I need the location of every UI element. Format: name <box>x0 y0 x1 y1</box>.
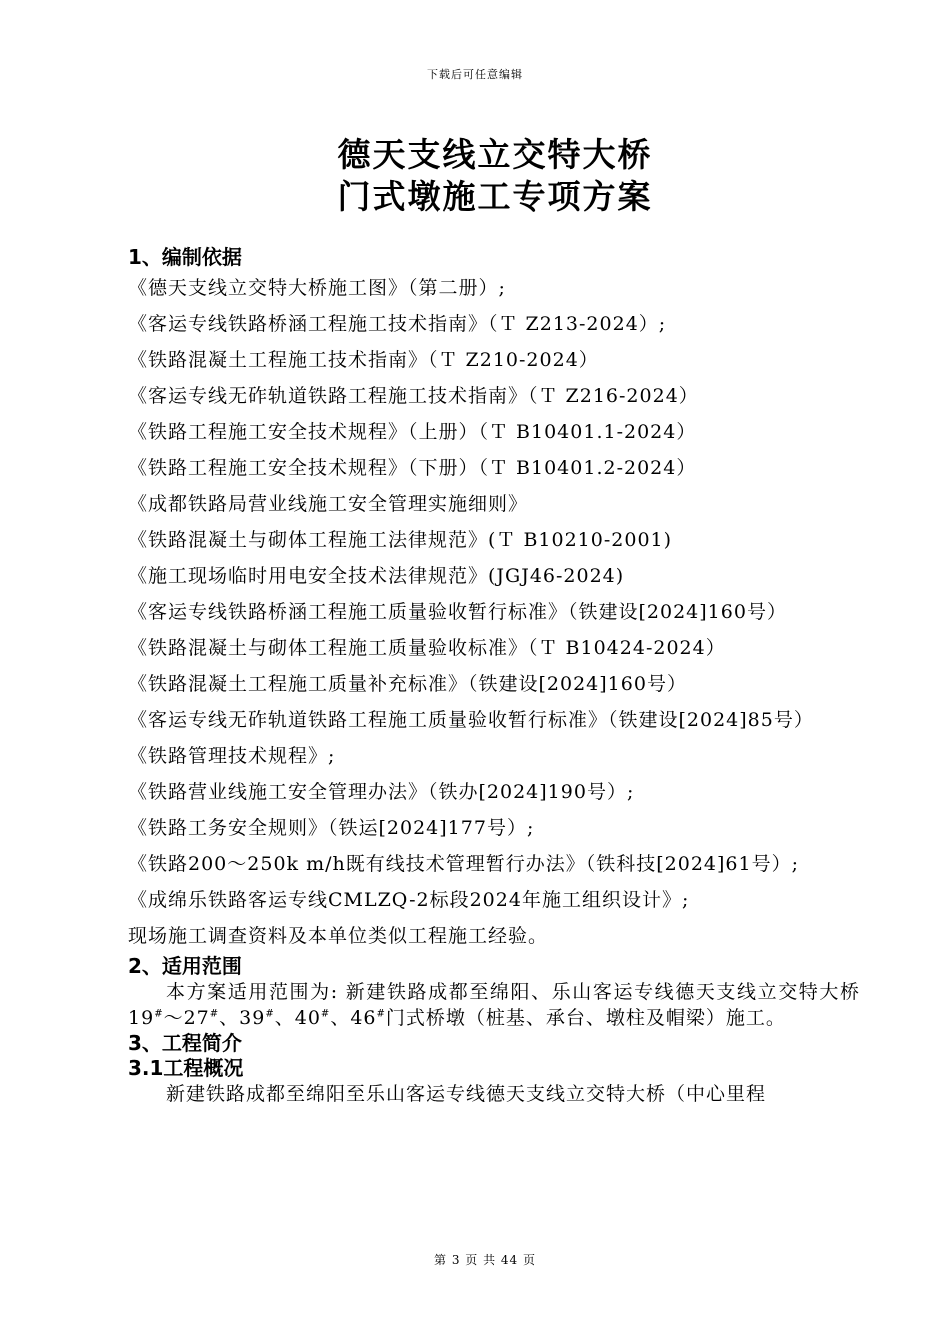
reference-item: 现场施工调查资料及本单位类似工程施工经验。 <box>128 925 549 947</box>
scope-paragraph <box>128 979 860 1031</box>
reference-item: 《铁路混凝土与砌体工程施工法律规范》(Ｔ B10210-2001) <box>128 529 673 551</box>
reference-item: 《铁路管理技术规程》; <box>128 745 336 767</box>
reference-item: 《客运专线铁路桥涵工程施工技术指南》（Ｔ Z213-2024）; <box>128 313 667 335</box>
document-body <box>128 245 860 1107</box>
pier-mark: # <box>154 1008 164 1020</box>
scope-text-part: 本方案适用范围为: 新建铁路成都至绵阳、乐山客运专线德天支线立交特大桥 19 <box>128 981 860 1029</box>
reference-item: 《客运专线无砟轨道铁路工程施工质量验收暂行标准》（铁建设[2024]85号） <box>128 709 814 731</box>
reference-item: 《铁路工程施工安全技术规程》（下册）（Ｔ B10401.2-2024） <box>128 457 697 479</box>
reference-item: 《铁路工务安全规则》（铁运[2024]177号）; <box>128 817 535 839</box>
page-footer: 第 3 页 共 44 页 <box>434 1253 536 1267</box>
reference-item: 《铁路混凝土工程施工质量补充标准》（铁建设[2024]160号） <box>128 673 687 695</box>
reference-item: 《铁路营业线施工安全管理办法》（铁办[2024]190号）; <box>128 781 635 803</box>
scope-text-part: 、40 <box>274 1007 321 1029</box>
pier-mark: # <box>376 1008 386 1020</box>
reference-item: 《德天支线立交特大桥施工图》（第二册）; <box>128 277 506 299</box>
scope-text-part: 门式桥墩（桩基、承台、墩柱及帽梁）施工。 <box>385 1007 786 1029</box>
pier-mark: # <box>265 1008 275 1020</box>
reference-item: 《铁路200～250k m/h既有线技术管理暂行办法》（铁科技[2024]61号）; <box>128 853 799 875</box>
subsection-heading-general: 3.1工程概况 <box>128 1056 244 1080</box>
scope-text-part: ～27 <box>163 1007 210 1029</box>
document-title-line1: 德天支线立交特大桥 <box>337 135 653 174</box>
section-heading-scope: 2、适用范围 <box>128 954 242 978</box>
pier-mark: # <box>209 1008 220 1020</box>
section-heading-basis: 1、编制依据 <box>128 245 242 269</box>
document-title-line2: 门式墩施工专项方案 <box>337 177 653 216</box>
header-note: 下载后可任意编辑 <box>427 68 523 81</box>
overview-paragraph: 新建铁路成都至绵阳至乐山客运专线德天支线立交特大桥（中心里程 <box>166 1083 767 1105</box>
reference-item: 《铁路工程施工安全技术规程》（上册）（Ｔ B10401.1-2024） <box>128 421 697 443</box>
pier-mark: # <box>320 1008 331 1020</box>
scope-text-part: 、39 <box>219 1007 266 1029</box>
reference-item: 《客运专线铁路桥涵工程施工质量验收暂行标准》（铁建设[2024]160号） <box>128 601 787 623</box>
reference-list <box>128 270 860 954</box>
reference-item: 《成都铁路局营业线施工安全管理实施细则》 <box>128 493 529 515</box>
section-heading-overview: 3、工程简介 <box>128 1031 242 1055</box>
scope-text-part: 、46 <box>330 1007 377 1029</box>
reference-item: 《成绵乐铁路客运专线CMLZQ-2标段2024年施工组织设计》; <box>128 889 690 911</box>
reference-item: 《铁路混凝土工程施工技术指南》（Ｔ Z210-2024） <box>128 349 599 371</box>
reference-item: 《施工现场临时用电安全技术法律规范》(JGJ46-2024) <box>128 565 625 587</box>
reference-item: 《铁路混凝土与砌体工程施工质量验收标准》（Ｔ B10424-2024） <box>128 637 726 659</box>
reference-item: 《客运专线无砟轨道铁路工程施工技术指南》（Ｔ Z216-2024） <box>128 385 699 407</box>
